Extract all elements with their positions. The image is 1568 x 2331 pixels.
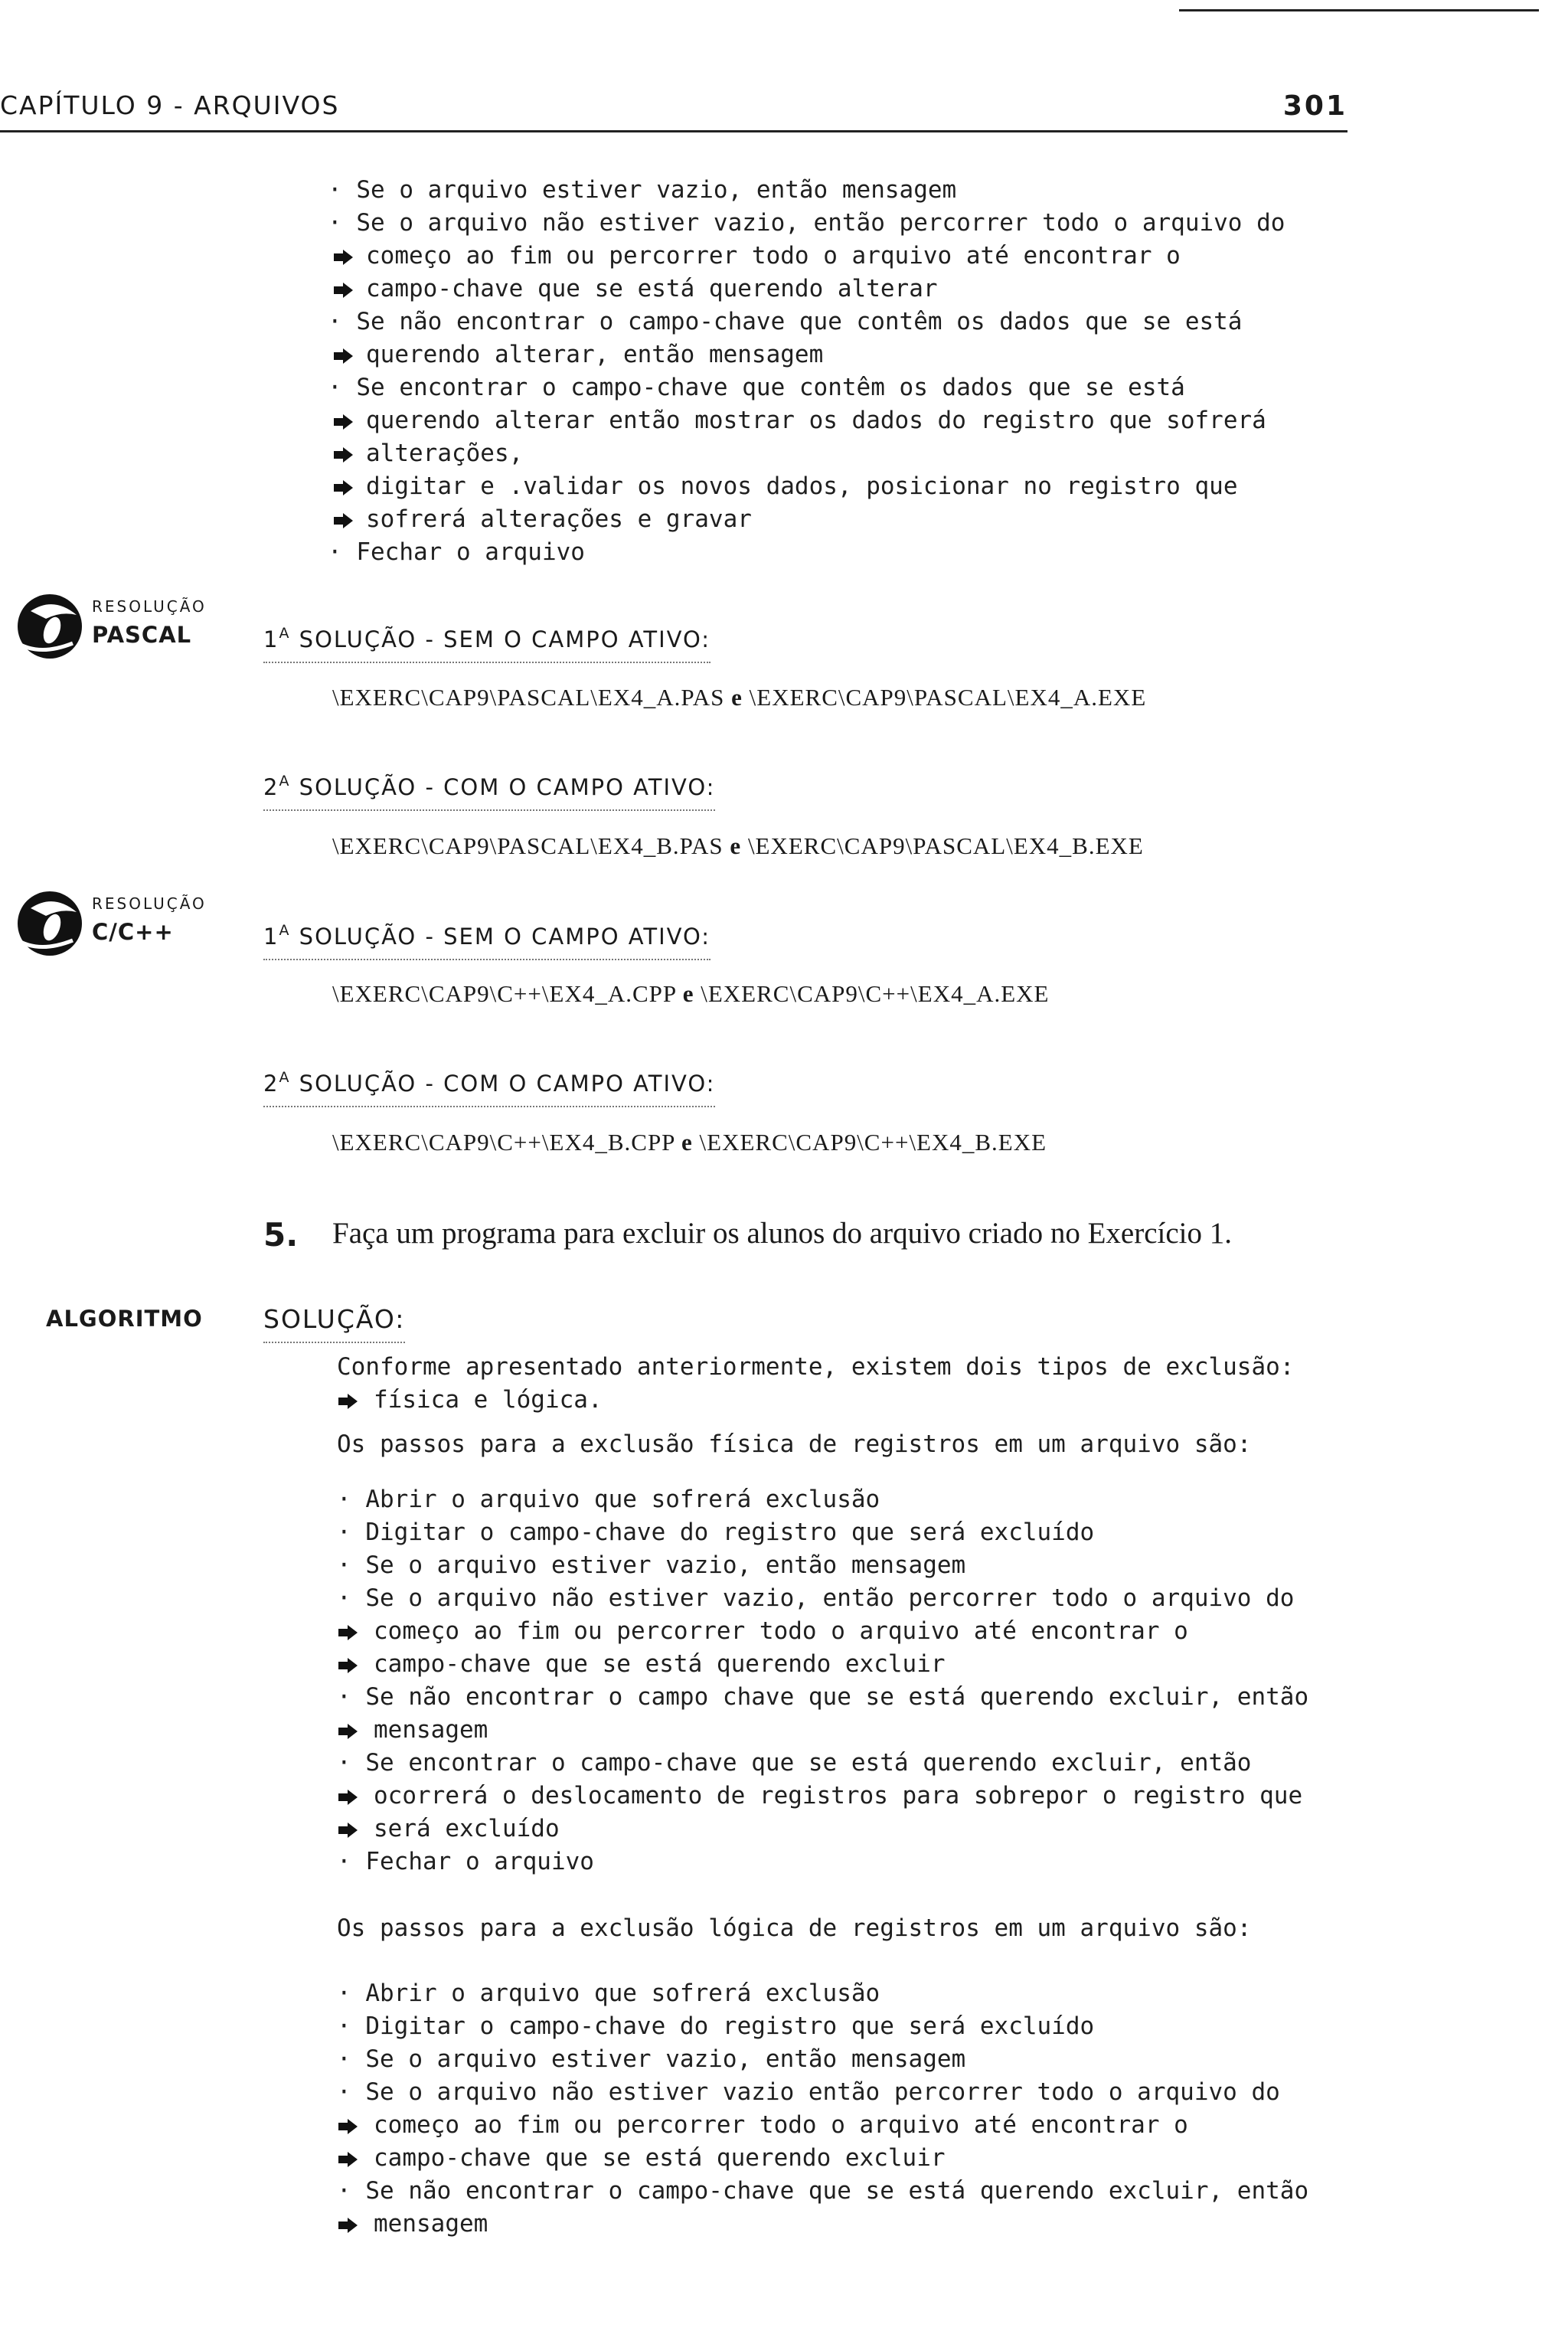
continuation-arrow-icon: [337, 1790, 358, 1805]
step-line: · Se não encontrar o campo-chave que contêm os dados que se está: [328, 308, 1243, 335]
solution-number: 2: [263, 1071, 279, 1097]
step-line: começo ao fim ou percorrer todo o arquivo até encontrar o: [374, 2111, 1188, 2139]
step-line: campo-chave que se está querendo alterar: [366, 275, 938, 302]
step-line: · Fechar o arquivo: [337, 1848, 594, 1875]
step-line: Os passos para a exclusão física de registros em um arquivo são:: [337, 1430, 1252, 1458]
step-line: começo ao fim ou percorrer todo o arquivo até encontrar o: [374, 1617, 1188, 1645]
cpp-solution-2-paths: [332, 1129, 1047, 1156]
exe-path: \EXERC\CAP9\C++\EX4_B.EXE: [699, 1129, 1047, 1156]
step-line: Os passos para a exclusão lógica de registros em um arquivo são:: [337, 1914, 1252, 1942]
step-line: · Abrir o arquivo que sofrerá exclusão: [337, 1486, 880, 1513]
cpp-solution-2-heading: [263, 1069, 715, 1107]
continuation-arrow-icon: [337, 2218, 358, 2233]
step-line: · Fechar o arquivo: [328, 538, 585, 566]
cpp-solution-1-heading: [263, 922, 710, 960]
continuation-arrow-icon: [337, 1823, 358, 1838]
solution-number: 1: [263, 924, 279, 950]
step-line: · Se o arquivo estiver vazio, então mensagem: [328, 176, 957, 204]
continuation-arrow-icon: [332, 348, 354, 364]
step-line: campo-chave que se está querendo excluir: [374, 2144, 946, 2172]
step-line: alterações,: [366, 440, 524, 467]
step-line: · Abrir o arquivo que sofrerá exclusão: [337, 1980, 880, 2007]
badge-big-label: C/C++: [92, 919, 174, 945]
step-line: começo ao fim ou percorrer todo o arquivo até encontrar o: [366, 242, 1181, 270]
connector: e: [681, 1129, 693, 1156]
step-line: mensagem: [374, 2210, 488, 2238]
continuation-arrow-icon: [337, 1724, 358, 1739]
solution-number: 1: [263, 626, 279, 652]
solution-superscript: A: [279, 1069, 291, 1086]
solution-title: SOLUÇÃO - COM O CAMPO ATIVO:: [299, 1071, 716, 1097]
solution-title: SOLUÇÃO - SEM O CAMPO ATIVO:: [299, 626, 711, 652]
connector: e: [731, 684, 743, 711]
step-line: · Se encontrar o campo-chave que se está querendo excluir, então: [337, 1749, 1252, 1777]
resolution-logo-icon: [0, 885, 88, 962]
top-rule: [1179, 9, 1539, 11]
continuation-arrow-icon: [337, 1658, 358, 1673]
step-line: será excluído: [374, 1815, 560, 1842]
step-line: digitar e .validar os novos dados, posicionar no registro que: [366, 472, 1238, 500]
step-line: Conforme apresentado anteriormente, existem dois tipos de exclusão:: [337, 1353, 1295, 1381]
continuation-arrow-icon: [332, 414, 354, 430]
continuation-arrow-icon: [332, 283, 354, 298]
algoritmo-label: ALGORITMO: [46, 1306, 203, 1332]
step-line: campo-chave que se está querendo excluir: [374, 1650, 946, 1678]
step-line: querendo alterar, então mensagem: [366, 341, 824, 368]
step-line: · Se o arquivo não estiver vazio, então percorrer todo o arquivo do: [337, 1584, 1295, 1612]
step-line: mensagem: [374, 1716, 488, 1744]
step-line: física e lógica.: [374, 1386, 603, 1414]
connector: e: [730, 832, 742, 859]
continuation-arrow-icon: [332, 250, 354, 265]
step-line: · Se encontrar o campo-chave que contêm os dados que se está: [328, 374, 1185, 401]
continuation-arrow-icon: [332, 447, 354, 463]
solution-number: 2: [263, 774, 279, 800]
source-path: \EXERC\CAP9\C++\EX4_A.CPP: [332, 980, 676, 1007]
exercise-number: 5.: [263, 1216, 299, 1254]
solution-superscript: A: [279, 922, 291, 939]
solution-title: SOLUÇÃO - COM O CAMPO ATIVO:: [299, 774, 716, 800]
step-line: · Se o arquivo estiver vazio, então mensagem: [337, 2045, 966, 2073]
pascal-solution-1-paths: [332, 684, 1146, 711]
badge-small-label: RESOLUÇÃO: [92, 597, 207, 616]
step-line: querendo alterar então mostrar os dados do registro que sofrerá: [366, 407, 1266, 434]
exe-path: \EXERC\CAP9\PASCAL\EX4_B.EXE: [747, 832, 1144, 859]
step-line: · Digitar o campo-chave do registro que será excluído: [337, 2012, 1095, 2040]
pascal-solution-2-heading: [263, 773, 715, 811]
pascal-solution-2-paths: [332, 832, 1144, 860]
badge-big-label: PASCAL: [92, 622, 192, 648]
solucao-heading: SOLUÇÃO:: [263, 1304, 405, 1343]
continuation-arrow-icon: [337, 2119, 358, 2134]
source-path: \EXERC\CAP9\PASCAL\EX4_B.PAS: [332, 832, 724, 859]
continuation-arrow-icon: [332, 513, 354, 528]
step-line: · Se o arquivo não estiver vazio então percorrer todo o arquivo do: [337, 2078, 1280, 2106]
step-line: · Se não encontrar o campo chave que se está querendo excluir, então: [337, 1683, 1309, 1711]
solution-superscript: A: [279, 773, 291, 790]
exe-path: \EXERC\CAP9\C++\EX4_A.EXE: [701, 980, 1050, 1007]
step-line: · Se o arquivo estiver vazio, então mensagem: [337, 1551, 966, 1579]
badge-small-label: RESOLUÇÃO: [92, 894, 207, 913]
step-line: ocorrerá o deslocamento de registros para sobrepor o registro que: [374, 1782, 1303, 1810]
step-line: · Se o arquivo não estiver vazio, então percorrer todo o arquivo do: [328, 209, 1285, 237]
resolution-logo-icon: [0, 588, 88, 665]
cpp-solution-1-paths: [332, 980, 1049, 1008]
step-line: · Digitar o campo-chave do registro que será excluído: [337, 1519, 1095, 1546]
page-header: [0, 90, 1348, 132]
solution-superscript: A: [279, 625, 291, 642]
connector: e: [682, 980, 694, 1007]
exercise-statement: Faça um programa para excluir os alunos do arquivo criado no Exercício 1.: [332, 1217, 1233, 1250]
continuation-arrow-icon: [337, 1625, 358, 1640]
page-number: 301: [1282, 90, 1348, 122]
chapter-title: CAPÍTULO 9 - ARQUIVOS: [0, 90, 340, 120]
continuation-arrow-icon: [337, 2152, 358, 2167]
source-path: \EXERC\CAP9\C++\EX4_B.CPP: [332, 1129, 675, 1156]
continuation-arrow-icon: [337, 1394, 358, 1409]
step-line: sofrerá alterações e gravar: [366, 505, 752, 533]
step-line: · Se não encontrar o campo-chave que se está querendo excluir, então: [337, 2177, 1309, 2205]
pascal-solution-1-heading: [263, 625, 710, 663]
exe-path: \EXERC\CAP9\PASCAL\EX4_A.EXE: [749, 684, 1147, 711]
solution-title: SOLUÇÃO - SEM O CAMPO ATIVO:: [299, 924, 711, 950]
source-path: \EXERC\CAP9\PASCAL\EX4_A.PAS: [332, 684, 725, 711]
continuation-arrow-icon: [332, 480, 354, 495]
